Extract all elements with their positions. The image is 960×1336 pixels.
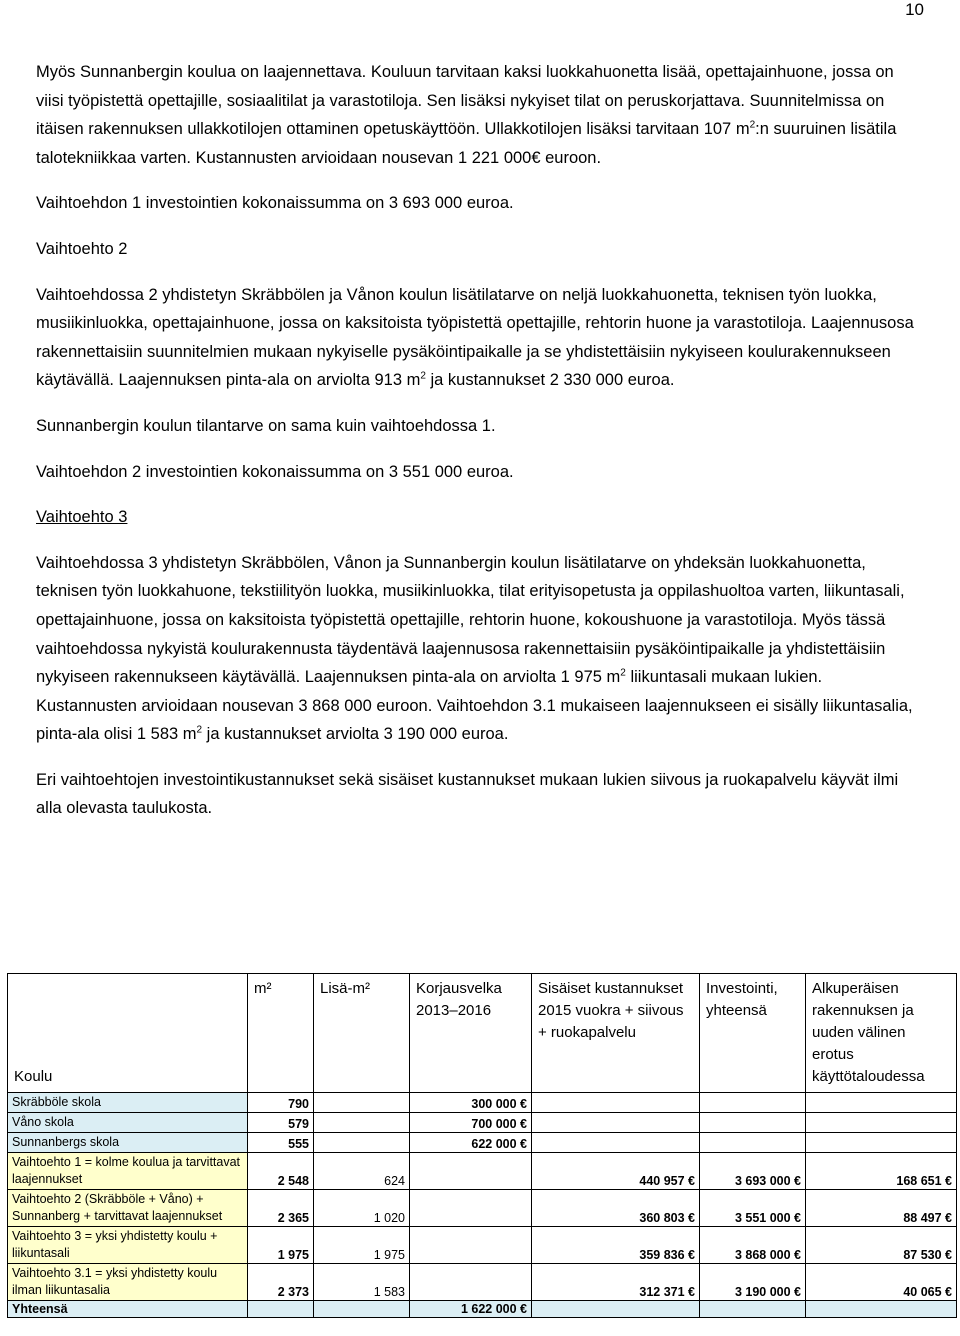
- cell-total-korjausvelka: 1 622 000 €: [410, 1301, 532, 1318]
- cell-sisaiset: 312 371 €: [532, 1264, 700, 1301]
- table-row: [8, 1113, 957, 1133]
- cell-m2: 790: [248, 1093, 314, 1113]
- table-body: [8, 1093, 957, 1318]
- header-lisa: Lisä-m²: [314, 974, 410, 1093]
- paragraph-option3: Vaihtoehdossa 3 yhdistetyn Skräbbölen, Vånon ja Sunnanbergin koulun lisätilatarve on yhdeksän luokkahuonetta, teknisen työn luokkahuone, tekstiilityön luokka, musiikinluokka, tilat erityisopetusta ja oppilashuoltoa varten, liikuntasali, opettajainhuone, jossa on kaksitoista työpistettä opettajille, rehtorin huone, kokoushuone ja varastotiloja. Myös tässä vaihtoehdossa nykyistä koulurakennusta täydentävä laajennusosa rakennettaisiin pysäköintipaikalle ja yhdistettäisiin nykyiseen rakennukseen käytävällä. Laajennuksen pinta-ala on arviolta 1 975 $m^2$ liikuntasali mukaan lukien. Kustannusten arvioidaan nousevan 3 868 000 euroon. Vaihtoehdon 3.1 mukaiseen laajennukseen ei sisälly liikuntasalia, pinta-ala olisi 1 583 $m^2$ ja kustannukset arviolta 3 190 000 euroa.: [36, 553, 913, 744]
- cell-koulu: Skräbböle skola: [8, 1093, 248, 1113]
- cell-investointi: 3 693 000 €: [700, 1153, 806, 1190]
- cell-korjausvelka: [410, 1227, 532, 1264]
- paragraph-sunnanberg: Myös Sunnanbergin koulua on laajennettava. Kouluun tarvitaan kaksi luokkahuonetta lisää, opettajainhuone, jossa on viisi työpistettä opettajille, sosiaalitilat ja varastotiloja. Sen lisäksi nykyiset tilat on peruskorjattava. Suunnitelmissa on itäisen rakennuksen ullakkotilojen ottaminen opetuskäyttöön. Ullakkotilojen lisäksi tarvitaan 107 $m^2:n$ suuruinen lisätila talotekniikkaa varten. Kustannusten arvioidaan nousevan 1 221 000€ euroon.: [36, 63, 897, 167]
- paragraph-table-intro: Eri vaihtoehtojen investointikustannukset sekä sisäiset kustannukset mukaan lukien siivous ja ruokapalvelu käyvät ilmi alla olevasta taulukosta.: [36, 770, 899, 818]
- cell-lisa: 624: [314, 1153, 410, 1190]
- header-korjausvelka: Korjausvelka 2013‒2016: [410, 974, 532, 1093]
- cell-m2: 2 365: [248, 1190, 314, 1227]
- cell-koulu: Vaihtoehto 2 (Skräbböle + Våno) + Sunnanberg + tarvittavat laajennukset: [8, 1190, 248, 1227]
- table-row: [8, 1227, 957, 1264]
- cell-empty: [700, 1301, 806, 1318]
- header-alkuperaisen: Alkuperäisen rakennuksen ja uuden välinen erotus käyttötaloudessa: [806, 974, 957, 1093]
- document-body: [36, 58, 916, 823]
- heading-option3: Vaihtoehto 3: [36, 508, 128, 527]
- table-row: [8, 1190, 957, 1227]
- cell-lisa: 1 020: [314, 1190, 410, 1227]
- cell-empty: [806, 1301, 957, 1318]
- cell-investointi: [700, 1113, 806, 1133]
- cell-korjausvelka: 300 000 €: [410, 1093, 532, 1113]
- cell-koulu: Vaihtoehto 3.1 = yksi yhdistetty koulu ilman liikuntasalia: [8, 1264, 248, 1301]
- cell-alkuperaisen: [806, 1133, 957, 1153]
- cell-koulu: Sunnanbergs skola: [8, 1133, 248, 1153]
- cell-koulu: Vaihtoehto 3 = yksi yhdistetty koulu + liikuntasali: [8, 1227, 248, 1264]
- cell-sisaiset: [532, 1093, 700, 1113]
- cell-lisa: [314, 1093, 410, 1113]
- cell-m2: 1 975: [248, 1227, 314, 1264]
- cell-lisa: 1 583: [314, 1264, 410, 1301]
- cell-investointi: 3 190 000 €: [700, 1264, 806, 1301]
- cell-sisaiset: [532, 1113, 700, 1133]
- cell-m2: 2 373: [248, 1264, 314, 1301]
- cell-sisaiset: 440 957 €: [532, 1153, 700, 1190]
- header-investointi: Investointi, yhteensä: [700, 974, 806, 1093]
- cost-table: [7, 973, 957, 1318]
- cell-korjausvelka: 700 000 €: [410, 1113, 532, 1133]
- header-koulu: Koulu: [8, 974, 248, 1093]
- cell-lisa: 1 975: [314, 1227, 410, 1264]
- cell-empty: [532, 1301, 700, 1318]
- cell-alkuperaisen: 168 651 €: [806, 1153, 957, 1190]
- page-number: 10: [905, 0, 924, 19]
- cell-total-label: Yhteensä: [8, 1301, 248, 1318]
- header-sisaiset: Sisäiset kustannukset 2015 vuokra + siivous + ruokapalvelu: [532, 974, 700, 1093]
- header-m2: m²: [248, 974, 314, 1093]
- cell-empty: [248, 1301, 314, 1318]
- cell-alkuperaisen: 40 065 €: [806, 1264, 957, 1301]
- table-row: [8, 1264, 957, 1301]
- paragraph-option1-total: Vaihtoehdon 1 investointien kokonaissumma on 3 693 000 euroa.: [36, 194, 514, 213]
- cell-korjausvelka: 622 000 €: [410, 1133, 532, 1153]
- cell-lisa: [314, 1113, 410, 1133]
- table-total-row: [8, 1301, 957, 1318]
- table-row: [8, 1093, 957, 1113]
- cell-m2: 555: [248, 1133, 314, 1153]
- cell-investointi: [700, 1133, 806, 1153]
- cell-investointi: 3 868 000 €: [700, 1227, 806, 1264]
- cell-lisa: [314, 1133, 410, 1153]
- paragraph-sunnanberg-need: Sunnanbergin koulun tilantarve on sama kuin vaihtoehdossa 1.: [36, 416, 496, 435]
- table-header-row: [8, 974, 957, 1093]
- cell-korjausvelka: [410, 1264, 532, 1301]
- cell-alkuperaisen: [806, 1113, 957, 1133]
- paragraph-option2: Vaihtoehdossa 2 yhdistetyn Skräbbölen ja Vånon koulun lisätilatarve on neljä luokkahuonetta, teknisen työn luokka, musiikinluokka, opettajainhuone, jossa on kaksitoista työpistettä opettajille, rehtorin huone ja varastotiloja. Laajennusosa rakennettaisiin suunnitelmien mukaan nykyiselle pysäköintipaikalle ja se yhdistettäisiin nykyiseen koulurakennukseen käytävällä. Laajennuksen pinta-ala on arviolta 913 $m^2$ ja kustannukset 2 330 000 euroa.: [36, 285, 914, 390]
- cell-korjausvelka: [410, 1190, 532, 1227]
- cell-koulu: Våno skola: [8, 1113, 248, 1133]
- paragraph-option2-total: Vaihtoehdon 2 investointien kokonaissumma on 3 551 000 euroa.: [36, 462, 514, 481]
- cell-alkuperaisen: 88 497 €: [806, 1190, 957, 1227]
- cell-korjausvelka: [410, 1153, 532, 1190]
- cell-koulu: Vaihtoehto 1 = kolme koulua ja tarvittavat laajennukset: [8, 1153, 248, 1190]
- table-row: [8, 1133, 957, 1153]
- cell-alkuperaisen: 87 530 €: [806, 1227, 957, 1264]
- cell-m2: 2 548: [248, 1153, 314, 1190]
- table-row: [8, 1153, 957, 1190]
- cell-m2: 579: [248, 1113, 314, 1133]
- cell-sisaiset: [532, 1133, 700, 1153]
- cell-sisaiset: 359 836 €: [532, 1227, 700, 1264]
- cell-empty: [314, 1301, 410, 1318]
- cell-investointi: [700, 1093, 806, 1113]
- heading-option2: Vaihtoehto 2: [36, 239, 128, 258]
- cell-alkuperaisen: [806, 1093, 957, 1113]
- cell-investointi: 3 551 000 €: [700, 1190, 806, 1227]
- cell-sisaiset: 360 803 €: [532, 1190, 700, 1227]
